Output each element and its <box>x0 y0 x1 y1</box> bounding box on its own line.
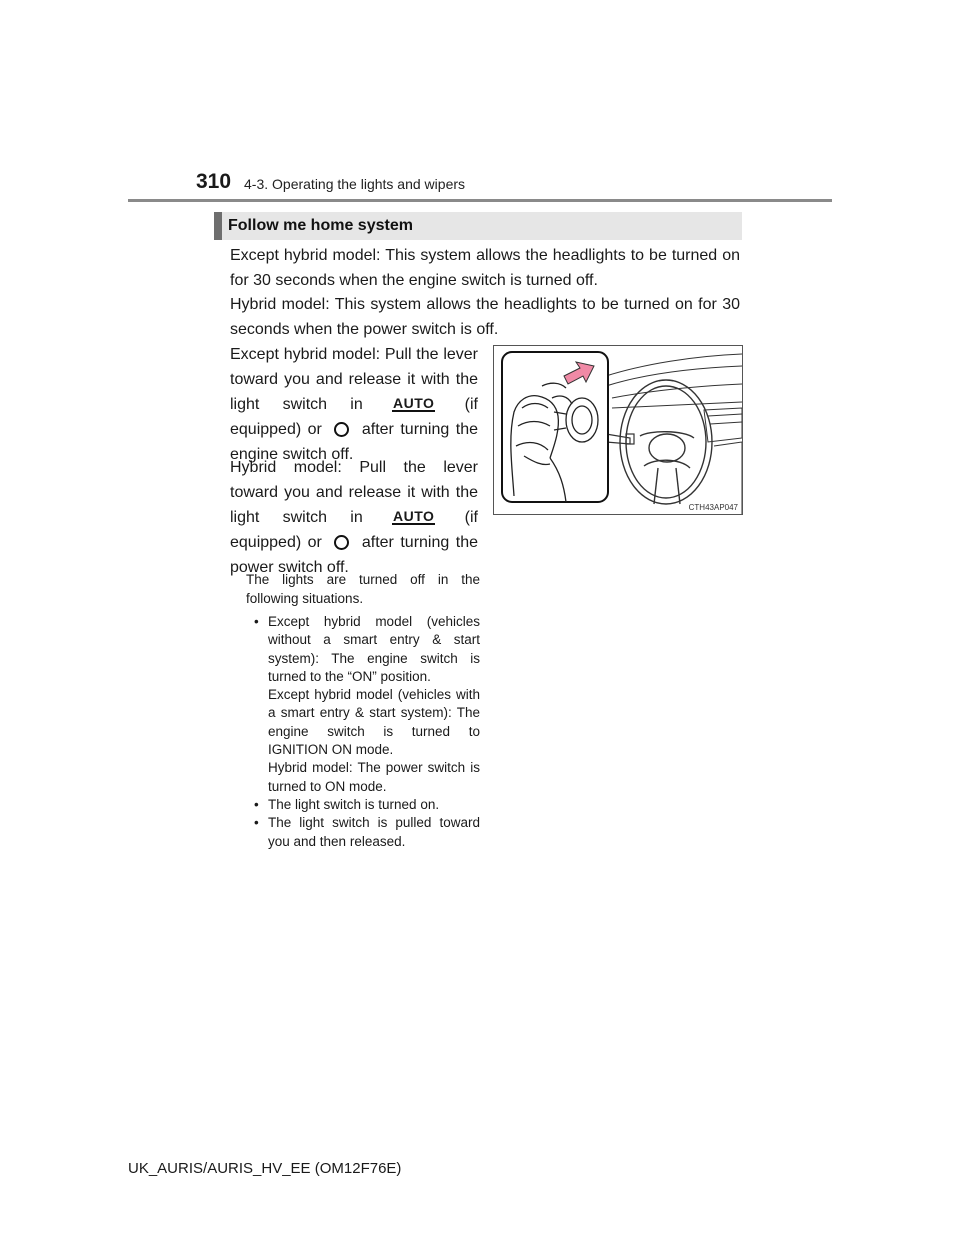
instruction-text: after turning the power switch off. <box>230 534 478 576</box>
note-intro: The lights are turned off in the following situations. <box>246 572 480 606</box>
note-bullet-list <box>252 613 480 851</box>
footer-document-id: UK_AURIS/AURIS_HV_EE (OM12F76E) <box>128 1160 402 1177</box>
intro-paragraph-2: Hybrid model: This system allows the headlights to be turned on for 30 seconds when the power switch is off. <box>230 296 740 338</box>
section-header: 4-3. Operating the lights and wipers <box>244 176 466 192</box>
instruction-text: after turning the engine switch off. <box>230 421 478 463</box>
header-rule <box>128 199 832 202</box>
instruction-text: (if equipped) or <box>230 509 478 551</box>
bullet-line: • Except hybrid model (vehicles without a smart entry & start system): The engine switch is turned to the “ON” position. <box>268 614 480 684</box>
auto-position-icon: AUTO <box>393 395 435 412</box>
instruction-hybrid <box>230 455 478 580</box>
parking-light-icon <box>334 422 349 437</box>
instruction-text: (if equipped) or <box>230 396 478 438</box>
intro-paragraph-1: Except hybrid model: This system allows the headlights to be turned on for 30 seconds when the engine switch is turned off. <box>230 247 740 289</box>
instruction-except-hybrid <box>230 342 478 467</box>
list-item <box>252 613 480 796</box>
auto-position-icon: AUTO <box>393 508 435 525</box>
subsection-bar <box>214 212 742 240</box>
bullet-line: Hybrid model: The power switch is turned to ON mode. <box>268 760 480 794</box>
bullet-line: Except hybrid model (vehicles with a smart entry & start system): The engine switch is turned to IGNITION ON mode. <box>268 687 480 758</box>
subsection-title: Follow me home system <box>228 217 413 234</box>
subsection-accent <box>214 212 222 240</box>
illustration-drawing <box>494 346 742 514</box>
headlight-lever-illustration <box>493 345 743 515</box>
list-item: • The light switch is pulled toward you and then released. <box>252 814 480 851</box>
page-number: 310 <box>196 170 232 193</box>
parking-light-icon <box>334 535 349 550</box>
instruction-text: Except hybrid model: Pull the lever toward you and release it with the light switch in <box>230 346 478 413</box>
list-item: • The light switch is turned on. <box>252 796 480 814</box>
figure-code: CTH43AP047 <box>688 503 738 512</box>
instruction-text: Hybrid model: Pull the lever toward you and release it with the light switch in <box>230 459 478 526</box>
